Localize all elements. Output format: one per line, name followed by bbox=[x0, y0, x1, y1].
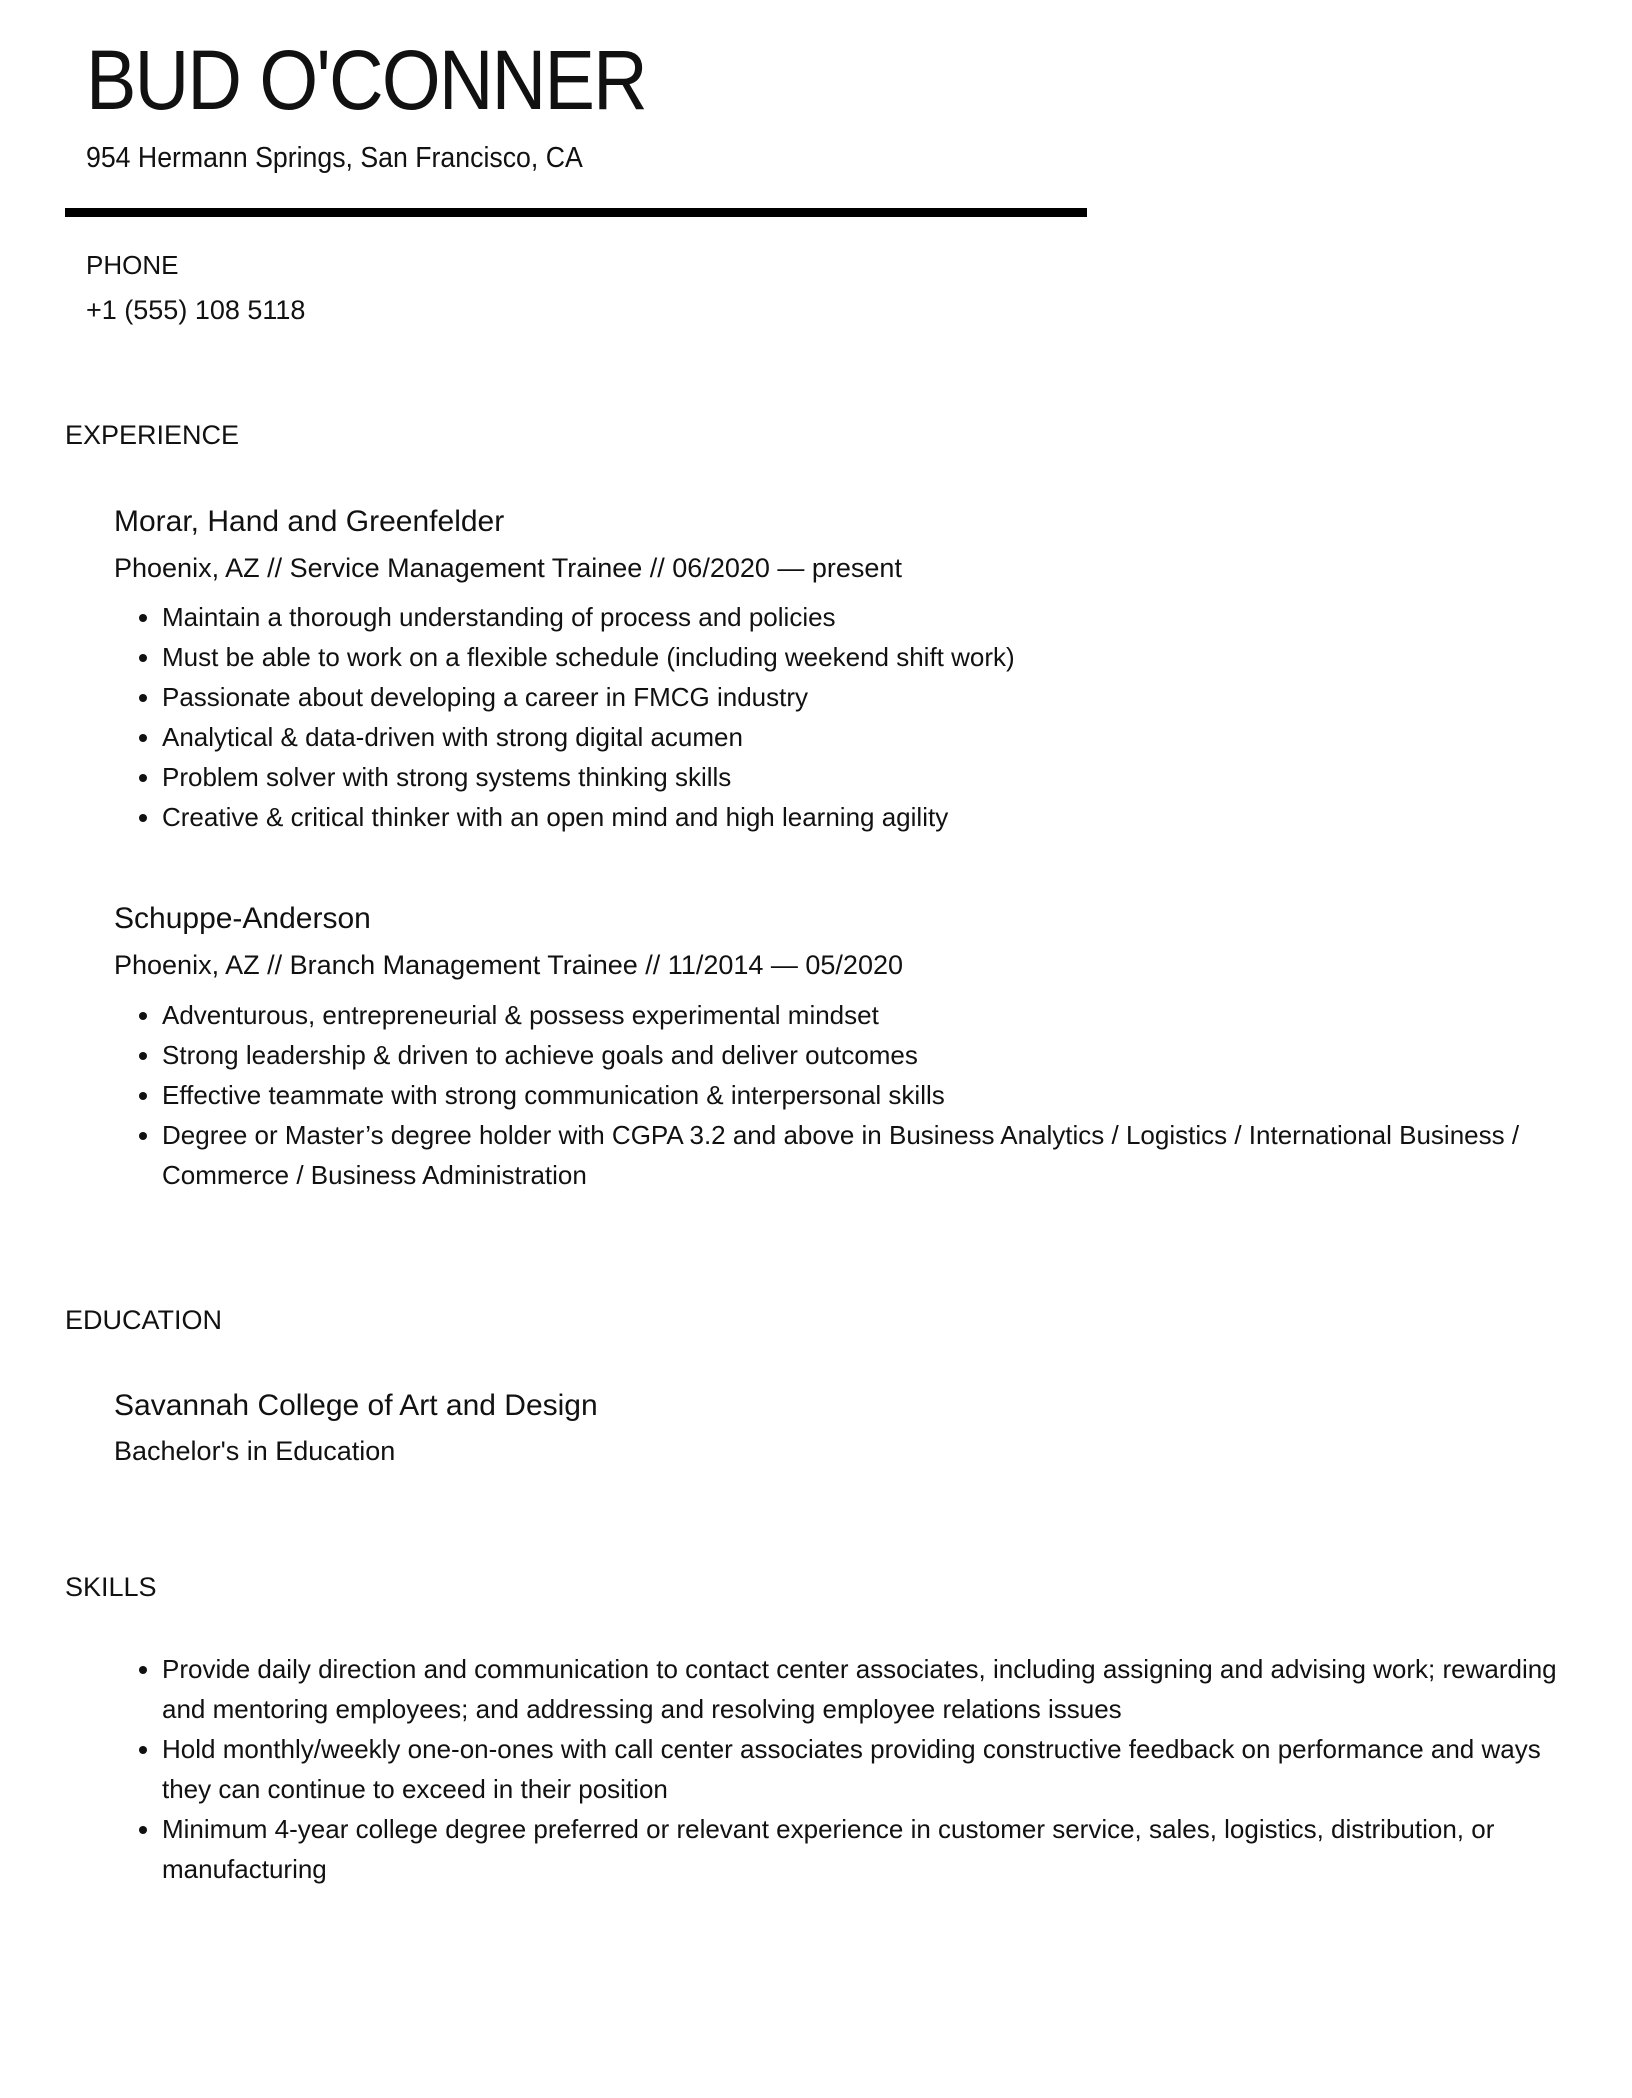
list-item: • Hold monthly/weekly one-on-ones with call center associates providing constructive feedback on performance and ways they can continue to exceed in their position bbox=[162, 1729, 1582, 1809]
candidate-name: BUD O'CONNER bbox=[86, 33, 646, 127]
job-details: Phoenix, AZ // Service Management Trainee // 06/2020 — present bbox=[114, 553, 902, 583]
job-company: Schuppe-Anderson bbox=[114, 902, 371, 935]
degree: Bachelor's in Education bbox=[114, 1436, 396, 1466]
list-item: • Adventurous, entrepreneurial & possess experimental mindset bbox=[162, 995, 1582, 1035]
list-item: • Strong leadership & driven to achieve goals and deliver outcomes bbox=[162, 1035, 1582, 1075]
job-bullets bbox=[114, 995, 1582, 1195]
list-item: • Effective teammate with strong communication & interpersonal skills bbox=[162, 1075, 1582, 1115]
skills-heading: SKILLS bbox=[65, 1572, 157, 1602]
phone-label: PHONE bbox=[86, 250, 179, 280]
list-item: • Maintain a thorough understanding of process and policies bbox=[162, 597, 1582, 637]
experience-heading: EXPERIENCE bbox=[65, 420, 240, 450]
list-item: • Provide daily direction and communication to contact center associates, including assigning and advising work; rewarding and mentoring employees; and addressing and resolving employee relations issues bbox=[162, 1649, 1582, 1729]
header-divider bbox=[65, 208, 1087, 217]
education-heading: EDUCATION bbox=[65, 1305, 223, 1335]
list-item: • Problem solver with strong systems thinking skills bbox=[162, 757, 1582, 797]
list-item: • Must be able to work on a flexible schedule (including weekend shift work) bbox=[162, 637, 1582, 677]
list-item: • Passionate about developing a career in FMCG industry bbox=[162, 677, 1582, 717]
phone-value: +1 (555) 108 5118 bbox=[86, 295, 306, 325]
list-item: • Creative & critical thinker with an open mind and high learning agility bbox=[162, 797, 1582, 837]
list-item: • Degree or Master’s degree holder with CGPA 3.2 and above in Business Analytics / Logistics / International Business / Commerce / Business Administration bbox=[162, 1115, 1582, 1195]
job-company: Morar, Hand and Greenfelder bbox=[114, 505, 505, 538]
address: 954 Hermann Springs, San Francisco, CA bbox=[86, 142, 583, 174]
list-item: • Minimum 4-year college degree preferred or relevant experience in customer service, sales, logistics, distribution, or manufacturing bbox=[162, 1809, 1582, 1889]
job-details: Phoenix, AZ // Branch Management Trainee // 11/2014 — 05/2020 bbox=[114, 950, 903, 980]
list-item: • Analytical & data-driven with strong digital acumen bbox=[162, 717, 1582, 757]
job-bullets bbox=[114, 597, 1582, 837]
school-name: Savannah College of Art and Design bbox=[114, 1389, 598, 1422]
skills-bullets bbox=[114, 1649, 1582, 1889]
